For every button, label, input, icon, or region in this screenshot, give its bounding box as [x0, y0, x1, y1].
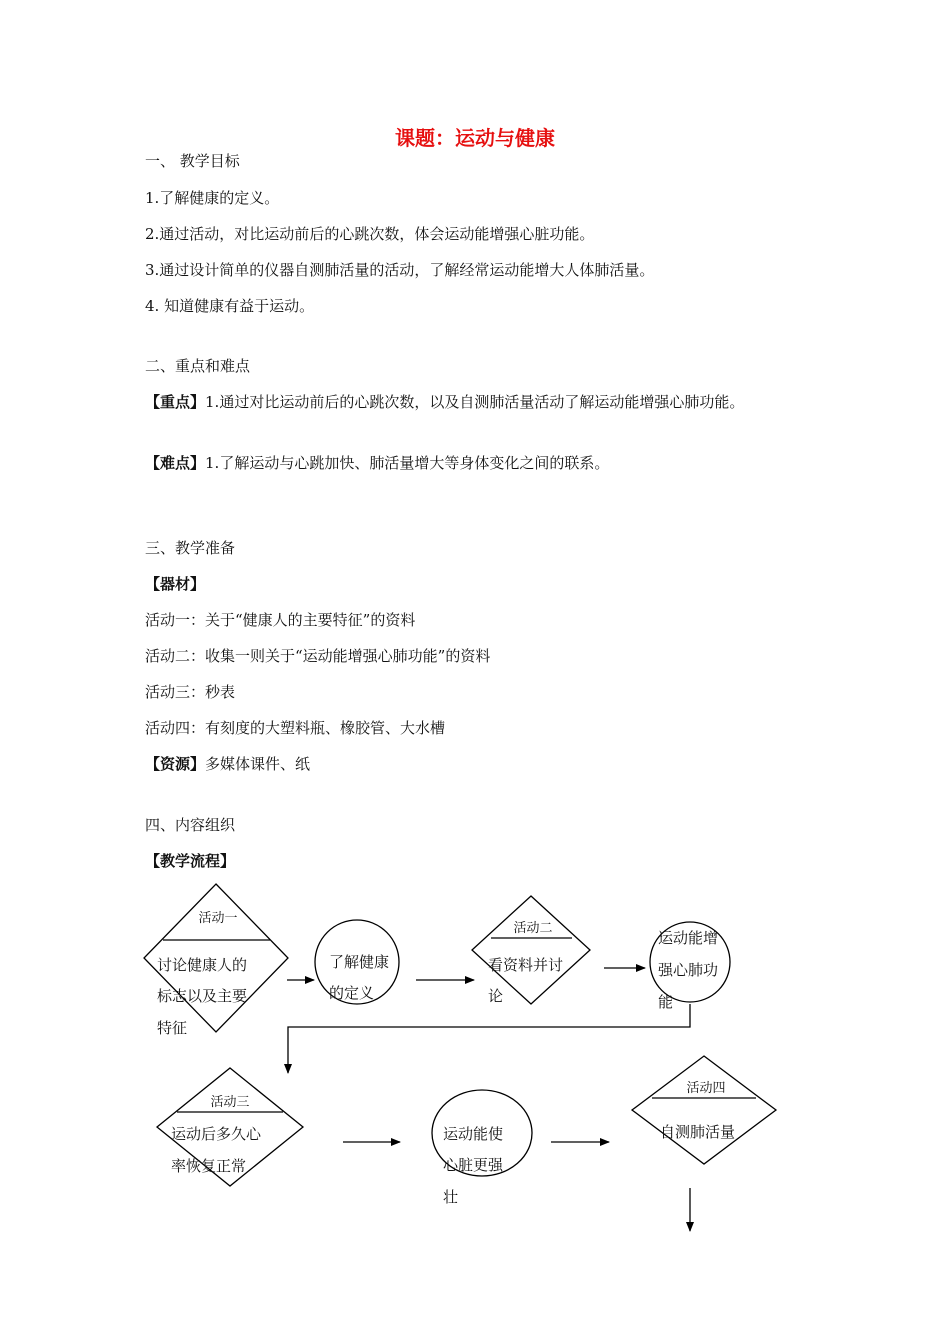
activity-1-line-2: 标志以及主要	[157, 987, 248, 1005]
activity-1-line-1: 讨论健康人的	[157, 956, 248, 974]
objective-3: 3.通过设计简单的仪器自测肺活量的活动，了解经常运动能增大人体肺活量。	[145, 261, 655, 279]
equipment-item-3: 活动三：秒表	[145, 683, 236, 701]
activity-4-label: 活动四	[686, 1081, 726, 1096]
objective-1: 1.了解健康的定义。	[145, 189, 280, 207]
result-1-line-2: 的定义	[329, 984, 375, 1002]
activity-1-label: 活动一	[198, 911, 238, 926]
objective-4: 4. 知道健康有益于运动。	[145, 297, 315, 315]
key-points-heading: 二、重点和难点	[145, 357, 251, 375]
activity-3-line-2: 率恢复正常	[171, 1157, 247, 1175]
activity-3-line-1: 运动后多久心	[171, 1125, 262, 1143]
equipment-item-4: 活动四：有刻度的大塑料瓶、橡胶管、大水槽	[145, 719, 446, 737]
key-point-text: 1.通过对比运动前后的心跳次数，以及自测肺活量活动了解运动能增强心肺功能。	[205, 393, 745, 411]
result-1-line-1: 了解健康	[329, 953, 390, 971]
activity-2-label: 活动二	[513, 921, 553, 936]
difficult-point-label: 【难点】	[145, 454, 206, 472]
resource-text: 多媒体课件、纸	[205, 755, 311, 773]
content-heading: 四、内容组织	[145, 816, 236, 834]
activity-2-line-1: 看资料并讨	[488, 956, 564, 974]
activity-1-line-3: 特征	[157, 1019, 188, 1037]
activity-3-label: 活动三	[210, 1095, 250, 1110]
objective-2: 2.通过活动，对比运动前后的心跳次数，体会运动能增强心脏功能。	[145, 225, 595, 243]
page-title: 课题：运动与健康	[395, 126, 555, 150]
objectives-heading: 一、 教学目标	[145, 152, 240, 170]
resource-label: 【资源】	[145, 755, 206, 773]
result-2-line-2: 强心肺功	[658, 961, 719, 979]
result-3-line-1: 运动能使	[443, 1125, 504, 1143]
result-3-line-2: 心脏更强	[443, 1156, 504, 1174]
connector-row1-row2	[288, 1004, 690, 1073]
equipment-label: 【器材】	[145, 575, 206, 593]
activity-4-diamond	[632, 1056, 776, 1164]
result-2-line-1: 运动能增	[658, 929, 719, 947]
activity-4-line-1: 自测肺活量	[660, 1123, 736, 1141]
flow-label: 【教学流程】	[145, 852, 236, 870]
equipment-item-2: 活动二：收集一则关于“运动能增强心肺功能”的资料	[145, 647, 491, 665]
key-point-label: 【重点】	[145, 393, 206, 411]
result-2-line-3: 能	[658, 993, 674, 1011]
equipment-item-1: 活动一：关于“健康人的主要特征”的资料	[145, 611, 416, 629]
difficult-point-text: 1.了解运动与心跳加快、肺活量增大等身体变化之间的联系。	[205, 454, 610, 472]
preparation-heading: 三、教学准备	[145, 539, 236, 557]
result-3-line-3: 壮	[443, 1188, 459, 1206]
activity-2-line-2: 论	[488, 987, 504, 1005]
